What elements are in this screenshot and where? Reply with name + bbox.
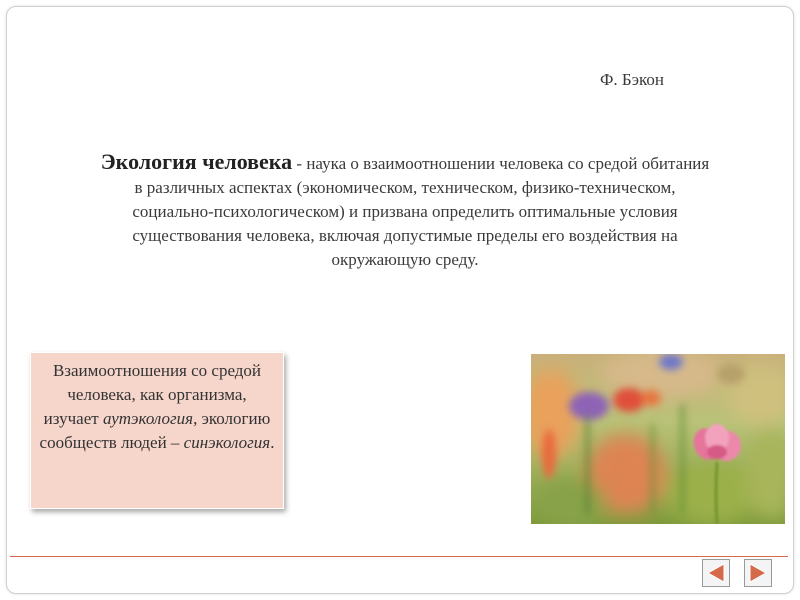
note-box bbox=[30, 352, 284, 509]
triangle-left-icon bbox=[703, 560, 729, 586]
definition-text: - наука о взаимоотношении человека со средой обитания в различных аспектах (экономическом, техническом, физико-техническом, социально-психологическом) и призвана определить оптимальные условия существования человека, включая допустимые пределы его воздействия на окружающую среду. bbox=[132, 154, 710, 269]
footer-divider bbox=[10, 556, 788, 557]
definition-term: Экология человека bbox=[100, 149, 293, 174]
definition-paragraph bbox=[95, 150, 715, 272]
note-autecology: аутэкология bbox=[102, 409, 194, 428]
note-synecology: синэкология bbox=[183, 433, 271, 452]
triangle-right-icon bbox=[745, 560, 771, 586]
note-text-2: , экологию сообществ людей – bbox=[39, 409, 271, 452]
note-text-1: Взаимоотношения со средой человека, как организма, изучает bbox=[43, 361, 262, 428]
note-text-3: . bbox=[270, 433, 275, 452]
author-attribution: Ф. Бэкон bbox=[600, 70, 664, 89]
prev-slide-button[interactable] bbox=[702, 559, 730, 587]
next-slide-button[interactable] bbox=[744, 559, 772, 587]
flower-photo bbox=[531, 354, 785, 524]
